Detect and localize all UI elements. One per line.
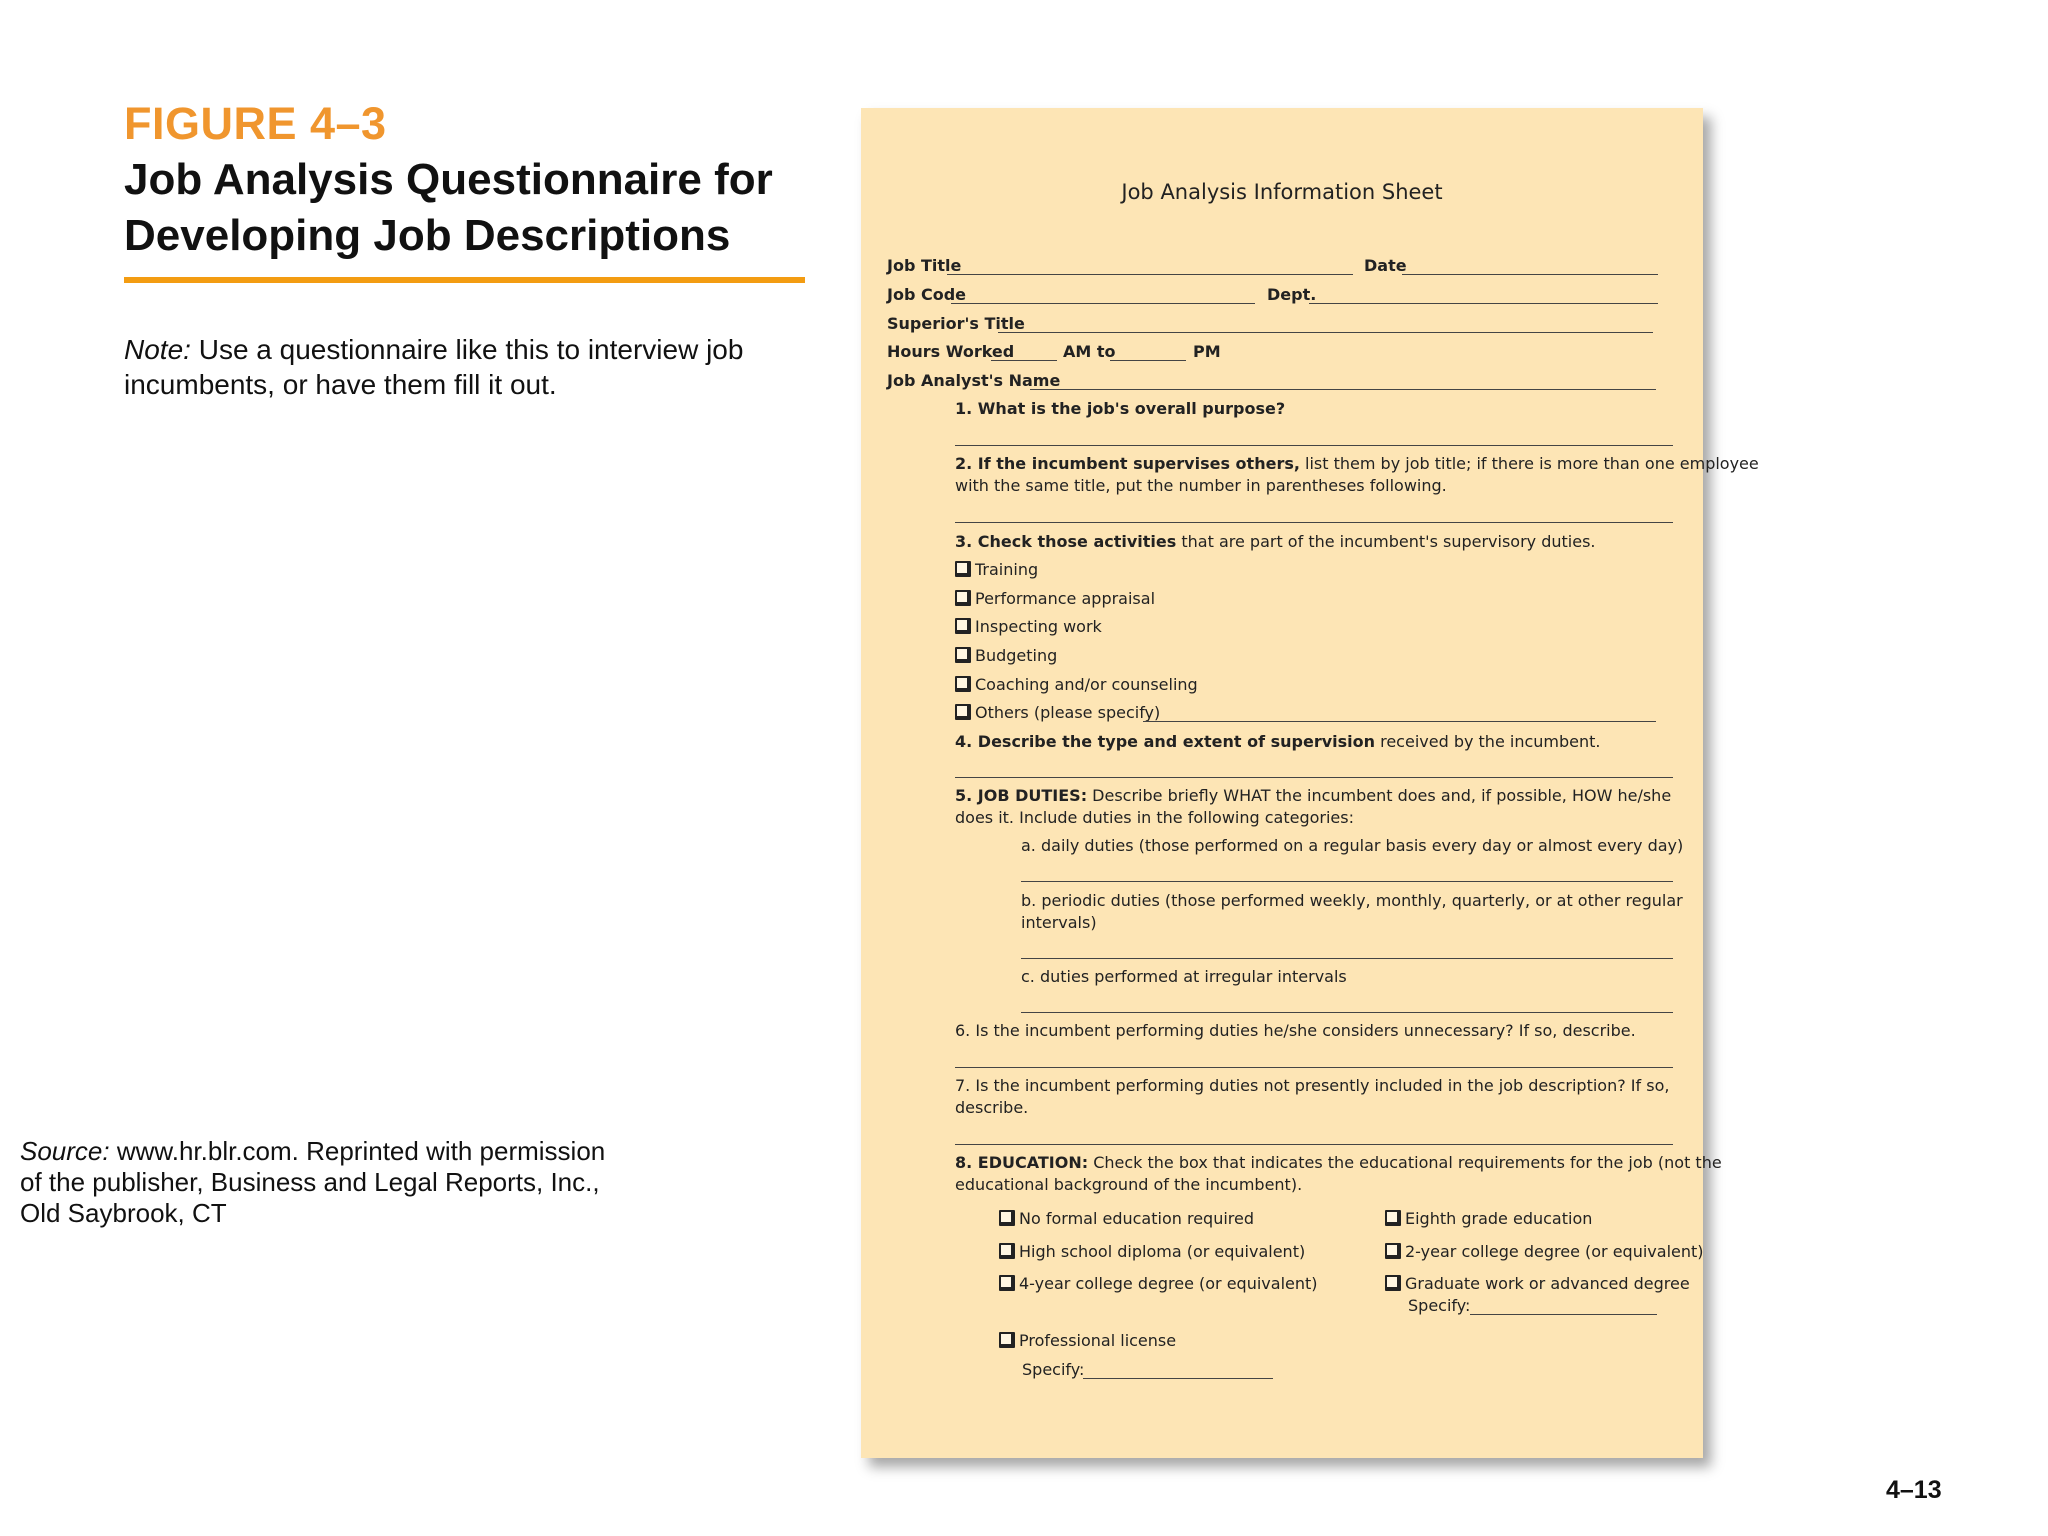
- option-training[interactable]: Training: [955, 560, 1038, 579]
- source-text: www.hr.blr.com. Reprinted with permission of the publisher, Business and Legal Reports, Inc., Old Saybrook, CT: [20, 1136, 606, 1228]
- question-2: 2. If the incumbent supervises others, list them by job title; if there is more than one employee: [955, 454, 1759, 473]
- others-specify-line[interactable]: [1143, 721, 1656, 722]
- hours-end-line[interactable]: [1110, 360, 1186, 361]
- question-8-line-2: educational background of the incumbent).: [955, 1175, 1303, 1194]
- note-text: Use a questionnaire like this to interview job incumbents, or have them fill it out.: [124, 334, 744, 400]
- analyst-name-line[interactable]: [1030, 389, 1656, 390]
- checkbox[interactable]: [1385, 1243, 1401, 1259]
- sheet-title: Job Analysis Information Sheet: [1121, 180, 1443, 204]
- checkbox[interactable]: [955, 647, 971, 663]
- checkbox[interactable]: [999, 1275, 1015, 1291]
- figure-source: [20, 1136, 620, 1229]
- question-5b-line-2: intervals): [1021, 913, 1097, 932]
- license-specify-label: Specify:: [1022, 1360, 1085, 1379]
- job-title-line[interactable]: [947, 274, 1353, 275]
- option-others[interactable]: Others (please specify): [955, 703, 1160, 722]
- question-6: 6. Is the incumbent performing duties he/she considers unnecessary? If so, describe.: [955, 1021, 1636, 1040]
- question-7-line-2: describe.: [955, 1098, 1029, 1117]
- dept-line[interactable]: [1309, 303, 1658, 304]
- checkbox[interactable]: [999, 1332, 1015, 1348]
- question-5a: a. daily duties (those performed on a regular basis every day or almost every day): [1021, 836, 1684, 855]
- figure-title: Job Analysis Questionnaire for Developing Job Descriptions: [124, 155, 773, 260]
- checkbox[interactable]: [955, 590, 971, 606]
- checkbox[interactable]: [955, 704, 971, 720]
- answer-line-4[interactable]: [955, 777, 1673, 778]
- checkbox[interactable]: [1385, 1210, 1401, 1226]
- answer-line-5c[interactable]: [1021, 1012, 1673, 1013]
- date-line[interactable]: [1402, 274, 1658, 275]
- option-coaching[interactable]: Coaching and/or counseling: [955, 675, 1198, 694]
- graduate-specify-line[interactable]: [1470, 1314, 1657, 1315]
- question-4: 4. Describe the type and extent of supervision received by the incumbent.: [955, 732, 1601, 751]
- question-5: 5. JOB DUTIES: Describe briefly WHAT the incumbent does and, if possible, HOW he/she: [955, 786, 1672, 805]
- option-inspecting-work[interactable]: Inspecting work: [955, 617, 1102, 636]
- superiors-title-line[interactable]: [998, 332, 1653, 333]
- question-8: 8. EDUCATION: Check the box that indicates the educational requirements for the job (not the: [955, 1153, 1722, 1172]
- option-budgeting[interactable]: Budgeting: [955, 646, 1057, 665]
- source-prefix: Source:: [20, 1136, 110, 1166]
- superiors-title-label: Superior's Title: [887, 314, 1025, 333]
- checkbox[interactable]: [955, 618, 971, 634]
- option-high-school-diploma[interactable]: High school diploma (or equivalent): [999, 1242, 1305, 1261]
- checkbox[interactable]: [1385, 1275, 1401, 1291]
- checkbox[interactable]: [999, 1210, 1015, 1226]
- question-2-line-2: with the same title, put the number in parentheses following.: [955, 476, 1447, 495]
- note-prefix: Note:: [124, 334, 191, 365]
- title-divider: [124, 277, 805, 283]
- question-5-line-2: does it. Include duties in the following categories:: [955, 808, 1354, 827]
- job-code-line[interactable]: [951, 303, 1255, 304]
- answer-line-2[interactable]: [955, 522, 1673, 523]
- question-1: 1. What is the job's overall purpose?: [955, 399, 1286, 418]
- checkbox[interactable]: [955, 561, 971, 577]
- am-to-label: AM to: [1063, 342, 1116, 361]
- answer-line-5b[interactable]: [1021, 958, 1673, 959]
- question-7: 7. Is the incumbent performing duties not presently included in the job description? If so,: [955, 1076, 1670, 1095]
- pm-label: PM: [1193, 342, 1221, 361]
- option-graduate-work[interactable]: Graduate work or advanced degree: [1385, 1274, 1690, 1293]
- job-code-label: Job Code: [887, 285, 967, 304]
- analyst-name-label: Job Analyst's Name: [887, 371, 1061, 390]
- question-5b: b. periodic duties (those performed weekly, monthly, quarterly, or at other regular: [1021, 891, 1683, 910]
- job-analysis-sheet: [861, 108, 1759, 1458]
- option-eighth-grade[interactable]: Eighth grade education: [1385, 1209, 1592, 1228]
- option-performance-appraisal[interactable]: Performance appraisal: [955, 589, 1155, 608]
- graduate-specify-label: Specify:: [1408, 1296, 1471, 1315]
- figure-note: [124, 332, 764, 402]
- answer-line-7[interactable]: [955, 1144, 1673, 1145]
- question-3: 3. Check those activities that are part of the incumbent's supervisory duties.: [955, 532, 1596, 551]
- answer-line-1[interactable]: [955, 445, 1673, 446]
- question-5c: c. duties performed at irregular intervals: [1021, 967, 1347, 986]
- answer-line-5a[interactable]: [1021, 881, 1673, 882]
- date-label: Date: [1364, 256, 1407, 275]
- option-professional-license[interactable]: Professional license: [999, 1331, 1176, 1350]
- option-no-formal-education[interactable]: No formal education required: [999, 1209, 1254, 1228]
- license-specify-line[interactable]: [1083, 1378, 1273, 1379]
- option-2-year-degree[interactable]: 2-year college degree (or equivalent): [1385, 1242, 1704, 1261]
- dept-label: Dept.: [1267, 285, 1317, 304]
- checkbox[interactable]: [955, 676, 971, 692]
- checkbox[interactable]: [999, 1243, 1015, 1259]
- option-4-year-degree[interactable]: 4-year college degree (or equivalent): [999, 1274, 1318, 1293]
- hours-worked-label: Hours Worked: [887, 342, 1015, 361]
- job-title-label: Job Title: [887, 256, 962, 275]
- answer-line-6[interactable]: [955, 1067, 1673, 1068]
- page-number: 4–13: [1886, 1476, 1942, 1504]
- figure-label: FIGURE 4–3: [124, 98, 387, 149]
- hours-start-line[interactable]: [991, 360, 1057, 361]
